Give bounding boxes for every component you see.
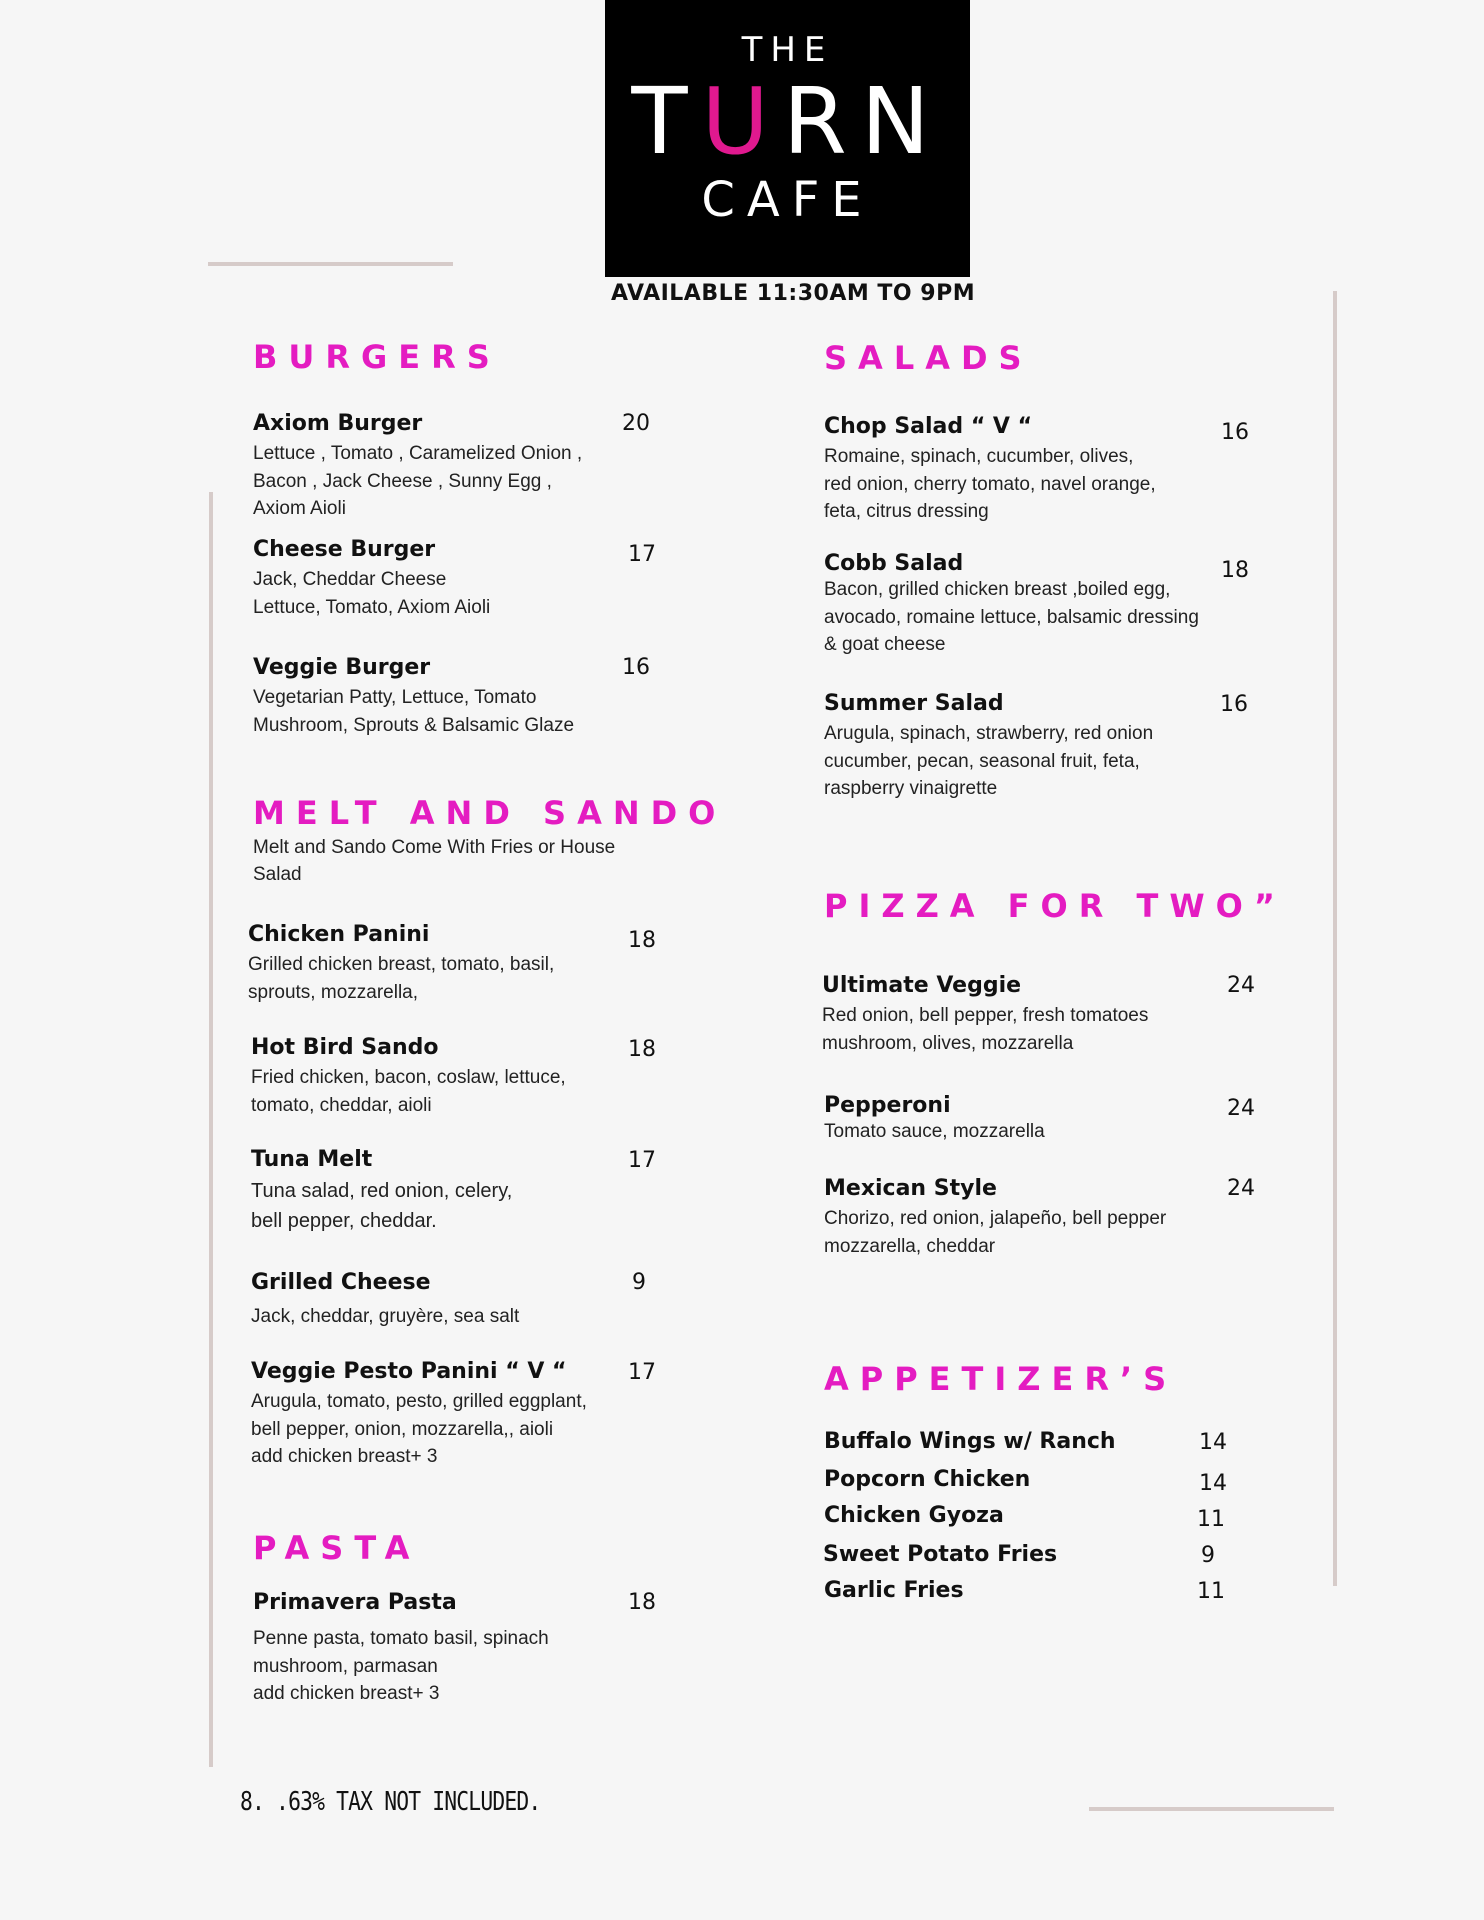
divider-right-vertical: [1333, 291, 1337, 1586]
tax-note: 8. .63% TAX NOT INCLUDED.: [240, 1787, 541, 1817]
appetizer-garlic-fries: Garlic Fries: [824, 1578, 964, 1603]
price: 17: [628, 1148, 656, 1173]
menu-item-hot-bird-sando: Hot Bird Sando Fried chicken, bacon, coslaw, lettuce, tomato, cheddar, aioli: [251, 1035, 566, 1116]
appetizer-sweet-potato-fries: Sweet Potato Fries: [823, 1542, 1058, 1567]
menu-item-chicken-panini: Chicken Panini Grilled chicken breast, tomato, basil, sprouts, mozzarella,: [248, 922, 555, 1003]
menu-item-pepperoni: Pepperoni Tomato sauce, mozzarella: [824, 1093, 1045, 1142]
price: 24: [1227, 1176, 1255, 1201]
logo-turn: TURN: [631, 68, 944, 175]
divider-left-vertical: [209, 492, 213, 1767]
appetizer-popcorn-chicken: Popcorn Chicken: [824, 1467, 1031, 1492]
menu-item-cobb-salad: Cobb Salad Bacon, grilled chicken breast ,boiled egg, avocado, romaine lettuce, balsamic dressing & goat cheese: [824, 551, 1199, 655]
logo-the: THE: [741, 30, 834, 70]
price: 11: [1197, 1579, 1225, 1604]
section-title-salads: SALADS: [824, 339, 1033, 377]
divider-bottom-right: [1089, 1807, 1334, 1811]
hours-banner: AVAILABLE 11:30AM TO 9PM: [611, 281, 976, 306]
menu-item-summer-salad: Summer Salad Arugula, spinach, strawberry, red onion cucumber, pecan, seasonal fruit, feta, raspberry vinaigrette: [824, 691, 1154, 799]
melt-subtitle: Melt and Sando Come With Fries or House Salad: [253, 837, 616, 885]
price: 16: [1221, 420, 1249, 445]
price: 17: [628, 542, 656, 567]
price: 14: [1199, 1471, 1227, 1496]
menu-item-grilled-cheese: Grilled Cheese Jack, cheddar, gruyère, sea salt: [251, 1270, 520, 1327]
price: 18: [1221, 558, 1249, 583]
price: 18: [628, 1037, 656, 1062]
price: 24: [1227, 1096, 1255, 1121]
divider-top-left: [208, 262, 453, 266]
menu-item-veggie-burger: Veggie Burger Vegetarian Patty, Lettuce, Tomato Mushroom, Sprouts & Balsamic Glaze: [253, 655, 575, 736]
logo-cafe: CAFE: [701, 172, 874, 228]
section-title-appetizers: APPETIZER’S: [824, 1360, 1178, 1398]
section-title-burgers: BURGERS: [253, 338, 501, 376]
menu-item-primavera-pasta: Primavera Pasta Penne pasta, tomato basil, spinach mushroom, parmasan add chicken breast+ 3: [253, 1590, 549, 1704]
price: 9: [632, 1270, 646, 1295]
appetizer-buffalo-wings: Buffalo Wings w/ Ranch: [824, 1429, 1116, 1454]
price: 18: [628, 928, 656, 953]
price: 16: [622, 655, 650, 680]
menu-item-veggie-pesto-panini: Veggie Pesto Panini “ V “ Arugula, tomato, pesto, grilled eggplant, bell pepper, onion, mozzarella,, aioli add chicken breast+ 3: [251, 1359, 587, 1467]
menu-item-chop-salad: Chop Salad “ V “ Romaine, spinach, cucumber, olives, red onion, cherry tomato, navel orange, feta, citrus dressing: [824, 414, 1156, 522]
price: 14: [1199, 1430, 1227, 1455]
price: 20: [622, 411, 650, 436]
cafe-logo: [605, 0, 970, 277]
price: 17: [628, 1360, 656, 1385]
menu-item-axiom-burger: Axiom Burger Lettuce , Tomato , Caramelized Onion , Bacon , Jack Cheese , Sunny Egg , Axiom Aioli: [253, 411, 583, 519]
appetizer-chicken-gyoza: Chicken Gyoza: [824, 1503, 1004, 1528]
price: 16: [1220, 692, 1248, 717]
menu-item-ultimate-veggie: Ultimate Veggie Red onion, bell pepper, fresh tomatoes mushroom, olives, mozzarella: [822, 973, 1149, 1054]
section-title-pizza-for-two: PIZZA FOR TWO”: [824, 887, 1286, 925]
menu-item-tuna-melt: Tuna Melt Tuna salad, red onion, celery, bell pepper, cheddar.: [251, 1147, 513, 1232]
section-title-pasta: PASTA: [253, 1529, 421, 1567]
price: 24: [1227, 973, 1255, 998]
menu-item-mexican-style: Mexican Style Chorizo, red onion, jalapeño, bell pepper mozzarella, cheddar: [824, 1176, 1167, 1257]
menu-item-cheese-burger: Cheese Burger Jack, Cheddar Cheese Lettuce, Tomato, Axiom Aioli: [253, 537, 491, 618]
section-title-melt-and-sando: MELT AND SANDO: [253, 794, 727, 832]
price: 11: [1197, 1507, 1225, 1532]
price: 18: [628, 1590, 656, 1615]
price: 9: [1201, 1543, 1215, 1568]
